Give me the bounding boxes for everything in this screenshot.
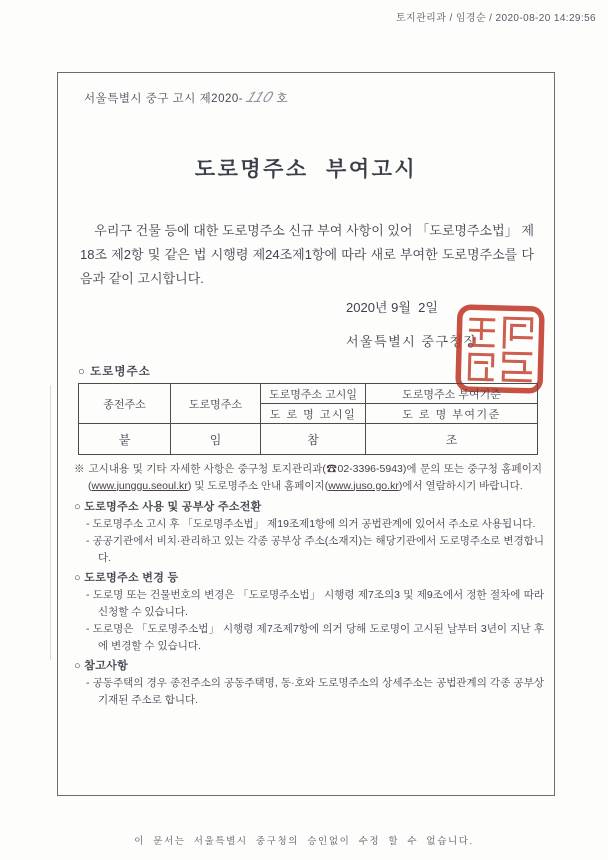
scan-artifact-line — [50, 385, 51, 660]
road-address-table — [78, 383, 538, 455]
section-address-change — [74, 570, 544, 655]
section-reference-info — [74, 658, 544, 709]
road-address-section-label: ○ 도로명주소 — [78, 366, 151, 378]
col-header-notice-date-bottom: 도 로 명 고시일 — [261, 404, 366, 424]
section-item: - 도로명주소 고시 후 「도로명주소법」 제19조제1항에 의거 공법관계에 있어서 주소로 사용됩니다. — [86, 518, 536, 530]
col-header-previous-address: 종전주소 — [79, 384, 171, 424]
scan-metadata-header: 토지관리과 / 임경순 / 2020-08-20 14:29:56 — [395, 13, 596, 24]
section-heading: ○ 도로명주소 변경 등 — [74, 572, 179, 584]
table-cell-notice-date: 참 — [261, 424, 366, 455]
notice-number-suffix: 호 — [276, 93, 289, 105]
section-item: - 도로명 또는 건물번호의 변경은 「도로명주소법」 시행령 제7조의3 및 제9조에서 정한 절차에 따라 신청할 수 있습니다. — [86, 589, 544, 618]
section-item: - 도로명은 「도로명주소법」 시행령 제7조제7항에 의거 당해 도로명이 고시된 날부터 3년이 지난 후에 변경할 수 있습니다. — [86, 623, 544, 652]
section-address-usage — [74, 499, 544, 567]
notice-detail-sections — [74, 499, 544, 712]
section-heading: ○ 참고사항 — [74, 660, 129, 672]
note-text: ) 및 도로명주소 안내 홈페이지( — [187, 479, 329, 492]
section-item: - 공동주택의 경우 종전주소의 공동주택명, 동·호와 도로명주소의 상세주소는 공법관계의 각종 공부상 기재된 주소로 합니다. — [86, 677, 544, 706]
notice-number-line — [84, 89, 288, 106]
table-cell-previous-address: 붙 — [79, 424, 171, 455]
notice-number-prefix: 서울특별시 중구 고시 제2020- — [84, 93, 244, 105]
notice-date: 2020년 9월 2일 — [346, 300, 438, 315]
note-text: )에서 열람하시기 바랍니다. — [398, 479, 523, 492]
col-header-road-address: 도로명주소 — [171, 384, 261, 424]
reference-note — [74, 461, 542, 494]
handwritten-notice-number: 110 — [243, 89, 276, 106]
junggu-homepage-url: www.junggu.seoul.kr — [91, 479, 188, 492]
signer-title: 서울특별시 중구청장 — [346, 334, 478, 349]
col-header-criteria-bottom: 도 로 명 부여기준 — [366, 404, 538, 424]
no-modification-footer: 이 문서는 서울특별시 중구청의 승인없이 수정 할 수 없습니다. — [134, 836, 474, 847]
col-header-notice-date-top: 도로명주소 고시일 — [261, 384, 366, 404]
col-header-criteria-top: 도로명주소 부여기준 — [366, 384, 538, 404]
section-item: - 공공기관에서 비치·관리하고 있는 각종 공부상 주소(소재지)는 해당기관에서 도로명주소로 변경합니다. — [86, 535, 544, 564]
document-border-frame — [57, 72, 555, 796]
note-text: ※ 고시내용 및 기타 자세한 사항은 중구청 토지관리과(☎02-3396-5943)에 문의 또는 중구청 홈페이지 ( — [74, 463, 542, 492]
juso-homepage-url: www.juso.go.kr — [328, 479, 399, 492]
section-heading: ○ 도로명주소 사용 및 공부상 주소전환 — [74, 501, 262, 513]
notice-body-paragraph: 우리구 건물 등에 대한 도로명주소 신규 부여 사항이 있어 「도로명주소법」 제18조 제2항 및 같은 법 시행령 제24조제1항에 따라 새로 부여한 도로명주소를 다음과 같이 고시합니다. — [80, 223, 534, 286]
table-row — [79, 424, 538, 455]
table-cell-criteria: 조 — [366, 424, 538, 455]
table-cell-road-address: 임 — [171, 424, 261, 455]
document-title: 도로명주소 부여고시 — [194, 158, 418, 181]
